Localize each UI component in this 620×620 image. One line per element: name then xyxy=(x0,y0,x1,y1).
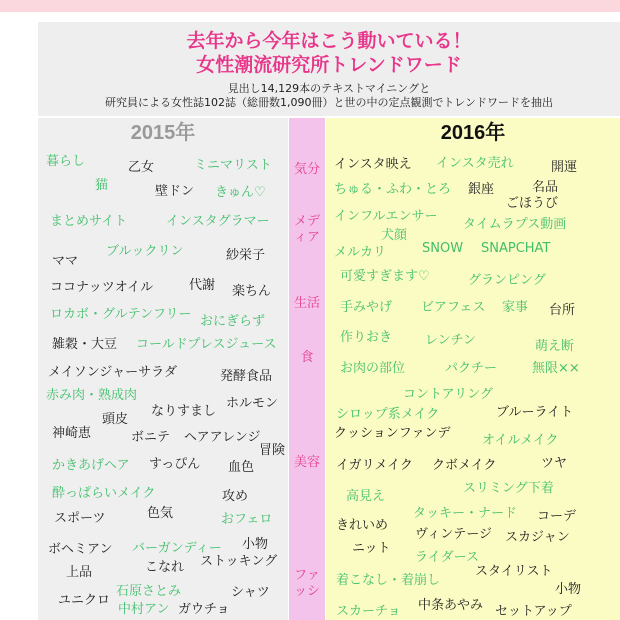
word-2015: なりすまし xyxy=(151,404,217,419)
word-2015: ロカボ・グルテンフリー xyxy=(50,307,192,322)
category-seikatsu: 生活 xyxy=(293,296,320,311)
word-2016: 開運 xyxy=(551,160,578,175)
word-2016: ライダース xyxy=(415,550,479,565)
word-2015: 乙女 xyxy=(128,160,155,175)
category-column xyxy=(289,118,325,620)
main-title-line-2: 女性潮流研究所トレンドワード xyxy=(196,54,462,76)
category-shoku: 食 xyxy=(300,350,314,365)
word-2016: 着こなし・着崩し xyxy=(336,573,441,588)
word-2016: ちゅる・ふわ・とろ xyxy=(334,182,452,197)
word-2016: きれいめ xyxy=(336,518,389,533)
word-2016: 可愛すぎます♡ xyxy=(340,269,430,284)
year-2016-heading: 2016年 xyxy=(440,122,506,144)
word-2016: 台所 xyxy=(549,303,576,318)
word-2015: 中村アン xyxy=(118,602,170,617)
word-2016: メルカリ xyxy=(334,245,387,260)
word-2016: イガリメイク xyxy=(336,458,413,473)
word-2016: インスタ映え xyxy=(334,157,412,172)
word-2016: インスタ売れ xyxy=(436,156,514,171)
subtitle-line-1: 見出し14,129本のテキストマイニングと xyxy=(227,82,431,95)
word-2015: コールドプレスジュース xyxy=(136,337,277,352)
word-2015: ココナッツオイル xyxy=(50,280,154,295)
word-2015: ユニクロ xyxy=(58,593,111,608)
word-2016: スリミング下着 xyxy=(463,481,554,496)
word-2015: 上品 xyxy=(66,565,93,580)
category-kibun: 気分 xyxy=(293,162,320,177)
word-2015: 攻め xyxy=(222,489,249,504)
word-2015: 色気 xyxy=(147,506,174,521)
word-2016: 名品 xyxy=(532,180,559,195)
top-accent-bar xyxy=(0,0,620,12)
word-2016: ツヤ xyxy=(541,456,568,471)
word-2016: 中条あやみ xyxy=(418,598,484,613)
year-2015-heading: 2015年 xyxy=(130,122,196,144)
word-2016: スカジャン xyxy=(505,530,570,545)
subtitle-line-2: 研究員による女性誌102誌（総冊数1,090冊）と世の中の定点観測でトレンドワードを抽出 xyxy=(105,96,553,109)
word-2015: インスタグラマー xyxy=(166,214,270,229)
word-2015: ボヘミアン xyxy=(48,542,113,557)
word-2016: コーデ xyxy=(537,509,577,524)
word-2016: お肉の部位 xyxy=(340,361,406,376)
word-2016: 無限×× xyxy=(532,361,580,376)
word-2015: 石原さとみ xyxy=(116,584,182,599)
word-2016: スカーチョ xyxy=(336,604,401,619)
word-2015: ヘアアレンジ xyxy=(184,430,261,445)
word-2015: 紗栄子 xyxy=(226,248,266,263)
word-2016: 小物 xyxy=(555,582,582,597)
header-panel xyxy=(38,22,620,116)
word-2015: 冒険 xyxy=(259,443,286,458)
word-2016: 作りおき xyxy=(340,330,393,345)
word-2016: SNOW xyxy=(422,241,464,256)
word-2016: レンチン xyxy=(425,333,477,348)
word-2015: メイソンジャーサラダ xyxy=(48,365,178,380)
word-2015: ガウチョ xyxy=(178,602,230,617)
word-2015: 猫 xyxy=(95,178,109,193)
category-media: メディア xyxy=(293,214,320,245)
word-2016: セットアップ xyxy=(495,604,572,619)
word-2015: おフェロ xyxy=(221,512,273,527)
main-title-line-1: 去年から今年はこう動いている！ xyxy=(186,30,472,52)
word-2015: すっぴん xyxy=(149,457,201,472)
word-2016: クッションファンデ xyxy=(334,426,451,441)
word-2015: 暮らし xyxy=(46,154,86,169)
word-2015: 代謝 xyxy=(189,278,216,293)
word-2016: シロップ系メイク xyxy=(336,407,440,422)
word-2015: 酔っぱらいメイク xyxy=(52,486,156,501)
word-2015: 小物 xyxy=(242,537,269,552)
word-2016: 銀座 xyxy=(468,182,495,197)
word-2015: 赤み肉・熟成肉 xyxy=(46,388,138,403)
word-2016: タッキー・ナード xyxy=(413,506,518,521)
word-2015: かきあげヘア xyxy=(52,458,130,473)
word-2015: スポーツ xyxy=(54,511,106,526)
word-2015: ミニマリスト xyxy=(194,158,272,173)
word-2016: SNAPCHAT xyxy=(481,241,551,256)
word-2016: ニット xyxy=(352,541,391,556)
word-2015: バーガンディー xyxy=(132,541,222,556)
word-2016: ごほうび xyxy=(506,196,559,211)
word-2015: 神崎恵 xyxy=(52,426,92,441)
word-2015: こなれ xyxy=(145,560,185,575)
category-fashion: ファッシ xyxy=(293,568,320,599)
word-2016: クボメイク xyxy=(432,458,497,473)
word-2016: パクチー xyxy=(445,361,498,376)
word-2015: きゅん♡ xyxy=(215,185,266,200)
word-2016: オイルメイク xyxy=(482,433,559,448)
word-2016: 家事 xyxy=(502,300,529,315)
word-2016: 犬顔 xyxy=(381,228,408,243)
word-2016: 高見え xyxy=(346,489,386,504)
word-2015: 頭皮 xyxy=(102,412,129,427)
word-2016: ヴィンテージ xyxy=(415,527,492,542)
word-2015: 発酵食品 xyxy=(220,369,273,384)
word-2016: コントアリング xyxy=(403,387,493,402)
word-2015: 雑穀・大豆 xyxy=(52,337,118,352)
word-2016: 手みやげ xyxy=(340,300,393,315)
word-2015: ブルックリン xyxy=(106,244,184,259)
category-biyou: 美容 xyxy=(293,455,320,470)
word-2015: ママ xyxy=(52,254,79,269)
word-2015: 楽ちん xyxy=(232,284,272,299)
word-2015: 壁ドン xyxy=(155,184,195,199)
word-2015: ホルモン xyxy=(226,396,279,411)
word-2016: 萌え断 xyxy=(535,339,575,354)
word-2015: 血色 xyxy=(228,460,255,475)
word-2016: タイムラプス動画 xyxy=(463,217,567,232)
word-2015: ボニテ xyxy=(131,430,171,445)
word-2016: グランピング xyxy=(468,273,546,288)
word-2016: インフルエンサー xyxy=(334,209,438,224)
word-2015: シャツ xyxy=(231,585,270,600)
word-2015: おにぎらず xyxy=(200,314,266,329)
word-2016: ビアフェス xyxy=(421,300,486,315)
word-2015: ストッキング xyxy=(200,554,278,569)
word-2016: スタイリスト xyxy=(475,564,553,579)
word-2015: まとめサイト xyxy=(50,214,128,229)
word-2016: ブルーライト xyxy=(496,405,574,420)
